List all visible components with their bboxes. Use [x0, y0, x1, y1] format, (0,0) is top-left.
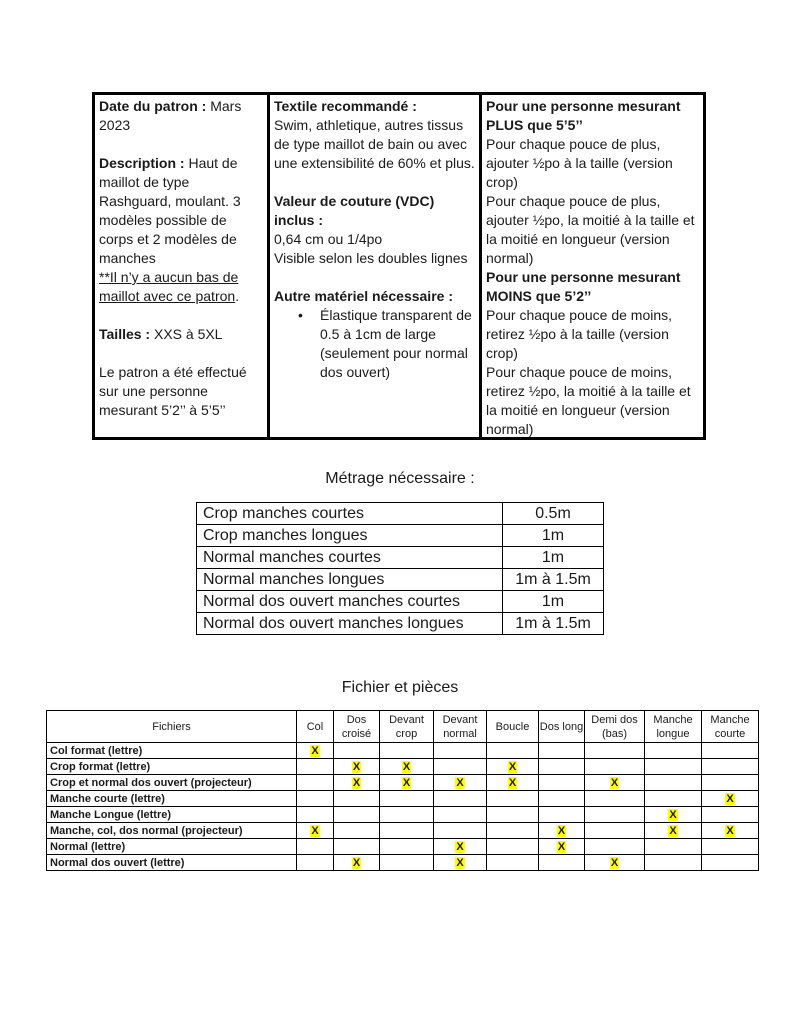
textile-value: Swim, athletique, autres tissus de type maillot de bain ou avec une extensibilité de 60% et plus.: [274, 117, 475, 171]
piece-cell: [334, 839, 380, 855]
piece-cell: [539, 743, 585, 759]
included-mark: X: [311, 744, 319, 757]
materiel-label: Autre matériel nécessaire :: [274, 288, 453, 304]
piece-cell: [487, 807, 539, 823]
description-label: Description :: [99, 155, 185, 171]
column-header: Boucle: [487, 711, 539, 743]
no-bottom-note: **Il n’y a aucun bas de maillot avec ce patron: [99, 269, 239, 304]
file-name: Manche, col, dos normal (projecteur): [47, 823, 297, 839]
file-name: Col format (lettre): [47, 743, 297, 759]
metrage-value: 1m: [503, 591, 604, 613]
included-mark: X: [726, 792, 734, 805]
plus-text-crop: Pour chaque pouce de plus, ajouter ½po à la taille (version crop): [486, 136, 673, 190]
table-row: [47, 823, 759, 839]
piece-cell: [487, 775, 539, 791]
date-label: Date du patron :: [99, 98, 207, 114]
metrage-label: Normal manches longues: [197, 569, 503, 591]
piece-cell: [585, 807, 645, 823]
file-name: Manche courte (lettre): [47, 791, 297, 807]
file-name: Normal (lettre): [47, 839, 297, 855]
textile-label: Textile recommandé :: [274, 98, 417, 114]
table-row: [47, 839, 759, 855]
table-row: [47, 855, 759, 871]
pattern-info-table: [92, 92, 706, 440]
piece-cell: [334, 855, 380, 871]
note-period: .: [235, 288, 240, 304]
date-value: Mars 2023: [99, 98, 242, 133]
included-mark: X: [402, 760, 411, 773]
materiel-list-item: [274, 306, 475, 382]
piece-cell: [645, 743, 702, 759]
piece-cell: [297, 759, 334, 775]
metrage-label: Normal dos ouvert manches longues: [197, 613, 503, 635]
included-mark: X: [456, 856, 464, 869]
piece-cell: [645, 759, 702, 775]
piece-cell: [645, 823, 702, 839]
piece-cell: [539, 807, 585, 823]
table-row: [47, 743, 759, 759]
piece-cell: [487, 759, 539, 775]
column-header: Devant normal: [434, 711, 487, 743]
included-mark: X: [508, 760, 517, 773]
piece-cell: [487, 791, 539, 807]
piece-cell: [380, 823, 434, 839]
included-mark: X: [669, 824, 677, 837]
plus-heading: Pour une personne mesurant PLUS que 5’5’’: [486, 98, 681, 133]
piece-cell: [702, 855, 759, 871]
column-header: Dos croisé: [334, 711, 380, 743]
plus-text-normal: Pour chaque pouce de plus, ajouter ½po, la moitié à la taille et la moitié en longueur (version normal): [486, 193, 695, 266]
file-name: Normal dos ouvert (lettre): [47, 855, 297, 871]
piece-cell: [434, 807, 487, 823]
moins-text-crop: Pour chaque pouce de moins, retirez ½po à la taille (version crop): [486, 307, 673, 361]
piece-cell: [334, 823, 380, 839]
piece-cell: [334, 791, 380, 807]
piece-cell: [297, 839, 334, 855]
piece-cell: [334, 743, 380, 759]
column-header: Manche courte: [702, 711, 759, 743]
piece-cell: [645, 775, 702, 791]
included-mark: X: [557, 824, 566, 837]
piece-cell: [434, 775, 487, 791]
piece-cell: [380, 791, 434, 807]
metrage-row: [197, 591, 604, 613]
metrage-label: Crop manches courtes: [197, 503, 503, 525]
metrage-value: 1m à 1.5m: [503, 569, 604, 591]
metrage-value: 1m: [503, 547, 604, 569]
included-mark: X: [610, 776, 619, 789]
piece-cell: [702, 791, 759, 807]
piece-cell: [539, 855, 585, 871]
metrage-row: [197, 503, 604, 525]
piece-cell: [585, 775, 645, 791]
piece-cell: [434, 839, 487, 855]
column-header: Manche longue: [645, 711, 702, 743]
piece-cell: [539, 759, 585, 775]
piece-cell: [334, 807, 380, 823]
included-mark: X: [402, 776, 411, 789]
table-row: [47, 807, 759, 823]
included-mark: X: [456, 840, 464, 853]
description-value: Haut de maillot de type Rashguard, moulant. 3 modèles possible de corps et 2 modèles de manches: [99, 155, 241, 266]
piece-cell: [380, 839, 434, 855]
moins-text-normal: Pour chaque pouce de moins, retirez ½po, la moitié à la taille et la moitié en longueur (version normal): [486, 364, 691, 437]
included-mark: X: [726, 824, 734, 837]
piece-cell: [539, 839, 585, 855]
fichiers-table: [46, 710, 759, 871]
metrage-row: [197, 569, 604, 591]
piece-cell: [585, 759, 645, 775]
piece-cell: [434, 823, 487, 839]
piece-cell: [539, 823, 585, 839]
vdc-value: 0,64 cm ou 1/4po: [274, 231, 383, 247]
metrage-row: [197, 547, 604, 569]
piece-cell: [434, 759, 487, 775]
piece-cell: [645, 855, 702, 871]
metrage-value: 1m à 1.5m: [503, 613, 604, 635]
piece-cell: [380, 855, 434, 871]
moins-heading: Pour une personne mesurant MOINS que 5’2’’: [486, 269, 681, 304]
piece-cell: [297, 791, 334, 807]
piece-cell: [585, 743, 645, 759]
piece-cell: [487, 855, 539, 871]
file-name: Crop et normal dos ouvert (projecteur): [47, 775, 297, 791]
bullet-icon: •: [298, 307, 303, 323]
piece-cell: [585, 855, 645, 871]
included-mark: X: [610, 856, 619, 869]
piece-cell: [702, 839, 759, 855]
piece-cell: [380, 759, 434, 775]
piece-cell: [585, 823, 645, 839]
piece-cell: [380, 807, 434, 823]
info-column-general: [95, 95, 270, 437]
tailles-value: XXS à 5XL: [150, 326, 223, 342]
piece-cell: [702, 743, 759, 759]
piece-cell: [297, 823, 334, 839]
piece-cell: [539, 791, 585, 807]
column-header: Devant crop: [380, 711, 434, 743]
included-mark: X: [557, 840, 566, 853]
fichiers-title: Fichier et pièces: [341, 679, 459, 696]
piece-cell: [334, 759, 380, 775]
metrage-table: [196, 502, 604, 635]
piece-cell: [434, 743, 487, 759]
vdc-visible: Visible selon les doubles lignes: [274, 250, 468, 266]
piece-cell: [702, 759, 759, 775]
piece-cell: [380, 775, 434, 791]
piece-cell: [297, 743, 334, 759]
included-mark: X: [669, 808, 677, 821]
piece-cell: [487, 823, 539, 839]
metrage-label: Normal manches courtes: [197, 547, 503, 569]
piece-cell: [539, 775, 585, 791]
column-header: Demi dos (bas): [585, 711, 645, 743]
included-mark: X: [352, 776, 361, 789]
metrage-label: Crop manches longues: [197, 525, 503, 547]
metrage-row: [197, 613, 604, 635]
metrage-label: Normal dos ouvert manches courtes: [197, 591, 503, 613]
table-row: [47, 791, 759, 807]
column-header: Col: [297, 711, 334, 743]
pattern-made-on-text: Le patron a été effectué sur une personne mesurant 5’2’’ à 5’5’’: [99, 364, 247, 418]
piece-cell: [297, 775, 334, 791]
piece-cell: [334, 775, 380, 791]
piece-cell: [487, 839, 539, 855]
table-row: [47, 775, 759, 791]
materiel-item-text: Élastique transparent de 0.5 à 1cm de large (seulement pour normal dos ouvert): [320, 307, 472, 380]
piece-cell: [434, 855, 487, 871]
info-column-adjustments: [482, 95, 703, 437]
included-mark: X: [352, 856, 361, 869]
piece-cell: [585, 839, 645, 855]
piece-cell: [645, 791, 702, 807]
vdc-label: Valeur de couture (VDC) inclus :: [274, 193, 435, 228]
file-name: Manche Longue (lettre): [47, 807, 297, 823]
piece-cell: [297, 807, 334, 823]
piece-cell: [585, 791, 645, 807]
piece-cell: [702, 807, 759, 823]
file-name: Crop format (lettre): [47, 759, 297, 775]
piece-cell: [380, 743, 434, 759]
column-header: Fichiers: [47, 711, 297, 743]
included-mark: X: [352, 760, 361, 773]
piece-cell: [645, 839, 702, 855]
metrage-value: 0.5m: [503, 503, 604, 525]
piece-cell: [297, 855, 334, 871]
piece-cell: [645, 807, 702, 823]
piece-cell: [702, 823, 759, 839]
tailles-label: Tailles :: [99, 326, 151, 342]
metrage-row: [197, 525, 604, 547]
piece-cell: [434, 791, 487, 807]
included-mark: X: [456, 776, 464, 789]
metrage-value: 1m: [503, 525, 604, 547]
piece-cell: [702, 775, 759, 791]
info-column-materials: [270, 95, 482, 437]
included-mark: X: [508, 776, 517, 789]
piece-cell: [487, 743, 539, 759]
metrage-title: Métrage nécessaire :: [325, 470, 475, 487]
column-header: Dos long: [539, 711, 585, 743]
table-row: [47, 759, 759, 775]
included-mark: X: [311, 824, 319, 837]
